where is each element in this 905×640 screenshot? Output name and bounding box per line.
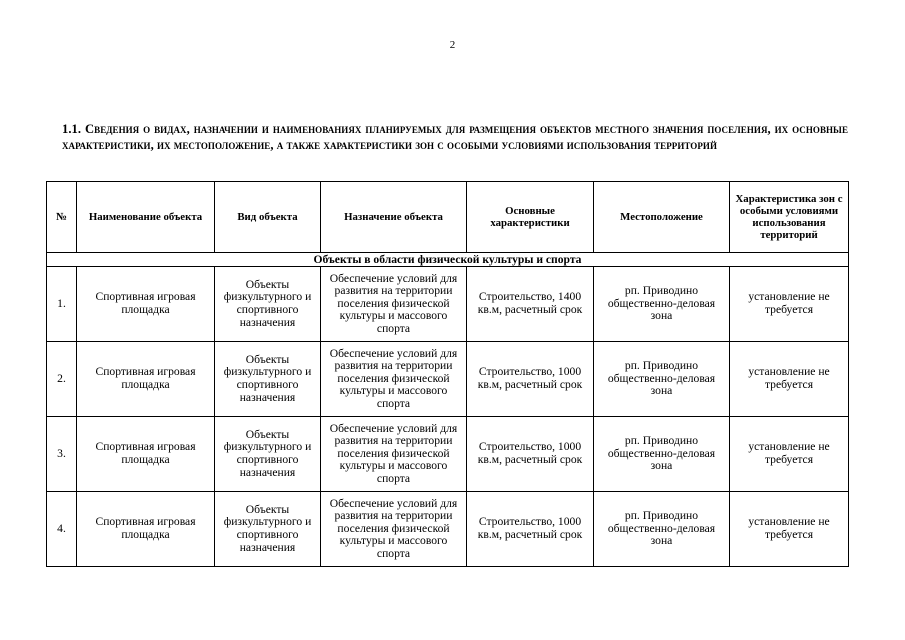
cell-characteristics: Строительство, 1000 кв.м, расчетный срок [467,417,594,492]
objects-table [46,181,849,567]
table-header-row [47,182,849,253]
table-row [47,342,849,417]
cell-type: Объекты физкультурного и спортивного назначения [215,342,321,417]
cell-location: рп. Приводино общественно-деловая зона [594,342,730,417]
header-type: Вид объекта [215,182,321,253]
cell-location: рп. Приводино общественно-деловая зона [594,417,730,492]
cell-zones: установление не требуется [730,492,849,567]
header-location: Местоположение [594,182,730,253]
cell-zones: установление не требуется [730,267,849,342]
cell-num: 3. [47,417,77,492]
cell-characteristics: Строительство, 1000 кв.м, расчетный срок [467,492,594,567]
cell-purpose: Обеспечение условий для развития на территории поселения физической культуры и массового спорта [321,267,467,342]
cell-type: Объекты физкультурного и спортивного назначения [215,417,321,492]
cell-name: Спортивная игровая площадка [77,267,215,342]
cell-zones: установление не требуется [730,342,849,417]
page-number: 2 [449,39,456,51]
cell-type: Объекты физкультурного и спортивного назначения [215,267,321,342]
section-row [47,253,849,267]
cell-type: Объекты физкультурного и спортивного назначения [215,492,321,567]
header-zones: Характеристика зон с особыми условиями использования территорий [730,182,849,253]
cell-characteristics: Строительство, 1400 кв.м, расчетный срок [467,267,594,342]
cell-name: Спортивная игровая площадка [77,492,215,567]
table-row [47,267,849,342]
cell-purpose: Обеспечение условий для развития на территории поселения физической культуры и массового спорта [321,417,467,492]
cell-location: рп. Приводино общественно-деловая зона [594,492,730,567]
section-heading: 1.1. Сведения о видах, назначении и наименованиях планируемых для размещения объектов местного значения поселения, их основные характеристики, их местоположение, а также характеристики зон с особыми условиями использования территорий [62,122,848,152]
cell-name: Спортивная игровая площадка [77,342,215,417]
cell-characteristics: Строительство, 1000 кв.м, расчетный срок [467,342,594,417]
header-purpose: Назначение объекта [321,182,467,253]
table-row [47,492,849,567]
cell-num: 1. [47,267,77,342]
section-title: Объекты в области физической культуры и спорта [47,253,849,267]
table-row [47,417,849,492]
cell-purpose: Обеспечение условий для развития на территории поселения физической культуры и массового спорта [321,342,467,417]
header-characteristics: Основные характеристики [467,182,594,253]
cell-name: Спортивная игровая площадка [77,417,215,492]
header-name: Наименование объекта [77,182,215,253]
cell-zones: установление не требуется [730,417,849,492]
cell-num: 2. [47,342,77,417]
cell-purpose: Обеспечение условий для развития на территории поселения физической культуры и массового спорта [321,492,467,567]
header-num: № [47,182,77,253]
cell-num: 4. [47,492,77,567]
cell-location: рп. Приводино общественно-деловая зона [594,267,730,342]
